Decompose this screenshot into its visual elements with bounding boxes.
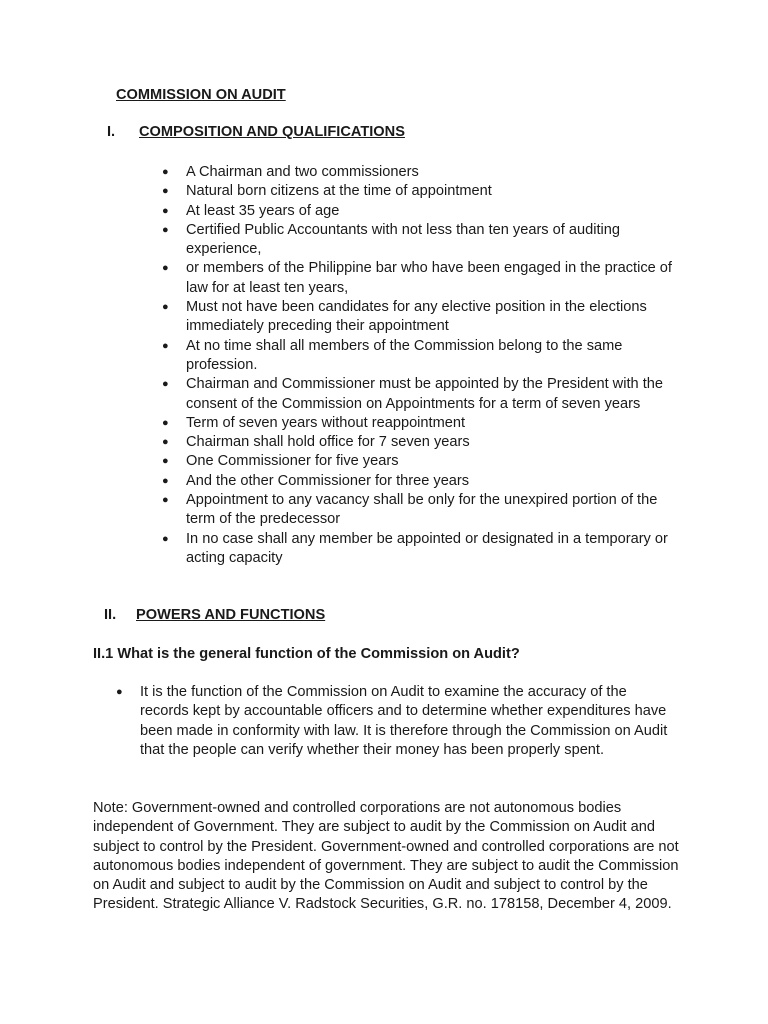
list-item-text: A Chairman and two commissioners (186, 164, 419, 180)
subsection-question: II.1 What is the general function of the Commission on Audit? (93, 646, 520, 662)
qualifications-list (162, 163, 682, 568)
qualification-item (162, 452, 682, 471)
list-item-text: Chairman shall hold office for 7 seven years (186, 434, 470, 451)
list-item-text: And the other Commissioner for three years (186, 472, 470, 489)
qualification-item (162, 298, 682, 337)
qualification-item (162, 433, 682, 452)
section-1-title: COMPOSITION AND QUALIFICATIONS (139, 124, 405, 140)
function-list (116, 683, 676, 760)
list-item-text: In no case shall any member be appointed or designated in a temporary or acting capacity (186, 530, 668, 566)
bullet-icon: ● (162, 474, 169, 487)
list-item-text: Certified Public Accountants with not less than ten years of auditing experience, (186, 221, 621, 258)
list-item-text: Appointment to any vacancy shall be only for the unexpired portion of the term of the predecessor (186, 492, 658, 528)
list-item-text: Natural born citizens at the time of appointment (186, 183, 492, 200)
bullet-icon: ● (162, 436, 169, 449)
qualification-item (162, 414, 682, 433)
list-item-text: At no time shall all members of the Commission belong to the same profession. (186, 337, 623, 373)
bullet-icon: ● (162, 339, 169, 352)
section-2-title: POWERS AND FUNCTIONS (136, 607, 326, 623)
list-item-text: It is the function of the Commission on Audit to examine the accuracy of the records kept by accountable officers and to determine whether expenditures have been made in conformity with law. It is therefore through the Commission on Audit that the people can verify whether their money has been properly spent. (140, 684, 668, 758)
function-item (116, 683, 676, 760)
list-item-text: Term of seven years without reappointment (186, 414, 466, 431)
bullet-icon: ● (162, 185, 169, 198)
qualification-item (162, 530, 682, 569)
list-item-text: At least 35 years of age (186, 202, 340, 219)
bullet-icon: ● (162, 378, 169, 391)
bullet-icon: ● (162, 262, 169, 275)
list-item-text: or members of the Philippine bar who have been engaged in the practice of law for at least ten years, (186, 260, 672, 296)
qualification-item (162, 163, 682, 182)
bullet-icon: ● (162, 223, 169, 236)
qualification-item (162, 337, 682, 376)
bullet-icon: ● (162, 204, 169, 217)
list-item-text: Must not have been candidates for any elective position in the elections immediately preceding their appointment (186, 299, 647, 335)
qualification-item (162, 472, 682, 491)
bullet-icon: ● (162, 416, 169, 429)
section-2-number: II. (104, 607, 117, 623)
bullet-icon: ● (116, 686, 123, 698)
note-paragraph: Note: Government-owned and controlled corporations are not autonomous bodies independent of Government. They are subject to audit by the Commission on Audit and subject to control by the President. Government-owned and controlled corporations are not autonomous bodies independent of government. They are subject to audit the Commission on Audit and subject to audit by the Commission on Audit and subject to control by the President. Strategic Alliance V. Radstock Securities, G.R. no. 178158, December 4, 2009. (93, 800, 679, 913)
bullet-icon: ● (162, 301, 169, 314)
section-1-heading (107, 123, 507, 143)
qualification-item (162, 202, 682, 221)
section-2-heading (104, 606, 504, 626)
bullet-icon: ● (162, 494, 169, 507)
qualification-item (162, 491, 682, 530)
section-1-number: I. (107, 124, 116, 140)
qualification-item (162, 221, 682, 260)
bullet-icon: ● (162, 532, 169, 545)
qualification-item (162, 182, 682, 201)
qualification-item (162, 375, 682, 414)
document-title: COMMISSION ON AUDIT (116, 87, 286, 103)
bullet-icon: ● (162, 166, 169, 178)
list-item-text: One Commissioner for five years (186, 453, 399, 470)
qualification-item (162, 259, 682, 298)
bullet-icon: ● (162, 455, 169, 468)
list-item-text: Chairman and Commissioner must be appointed by the President with the consent of the Commission on Appointments for a term of seven years (186, 376, 663, 412)
